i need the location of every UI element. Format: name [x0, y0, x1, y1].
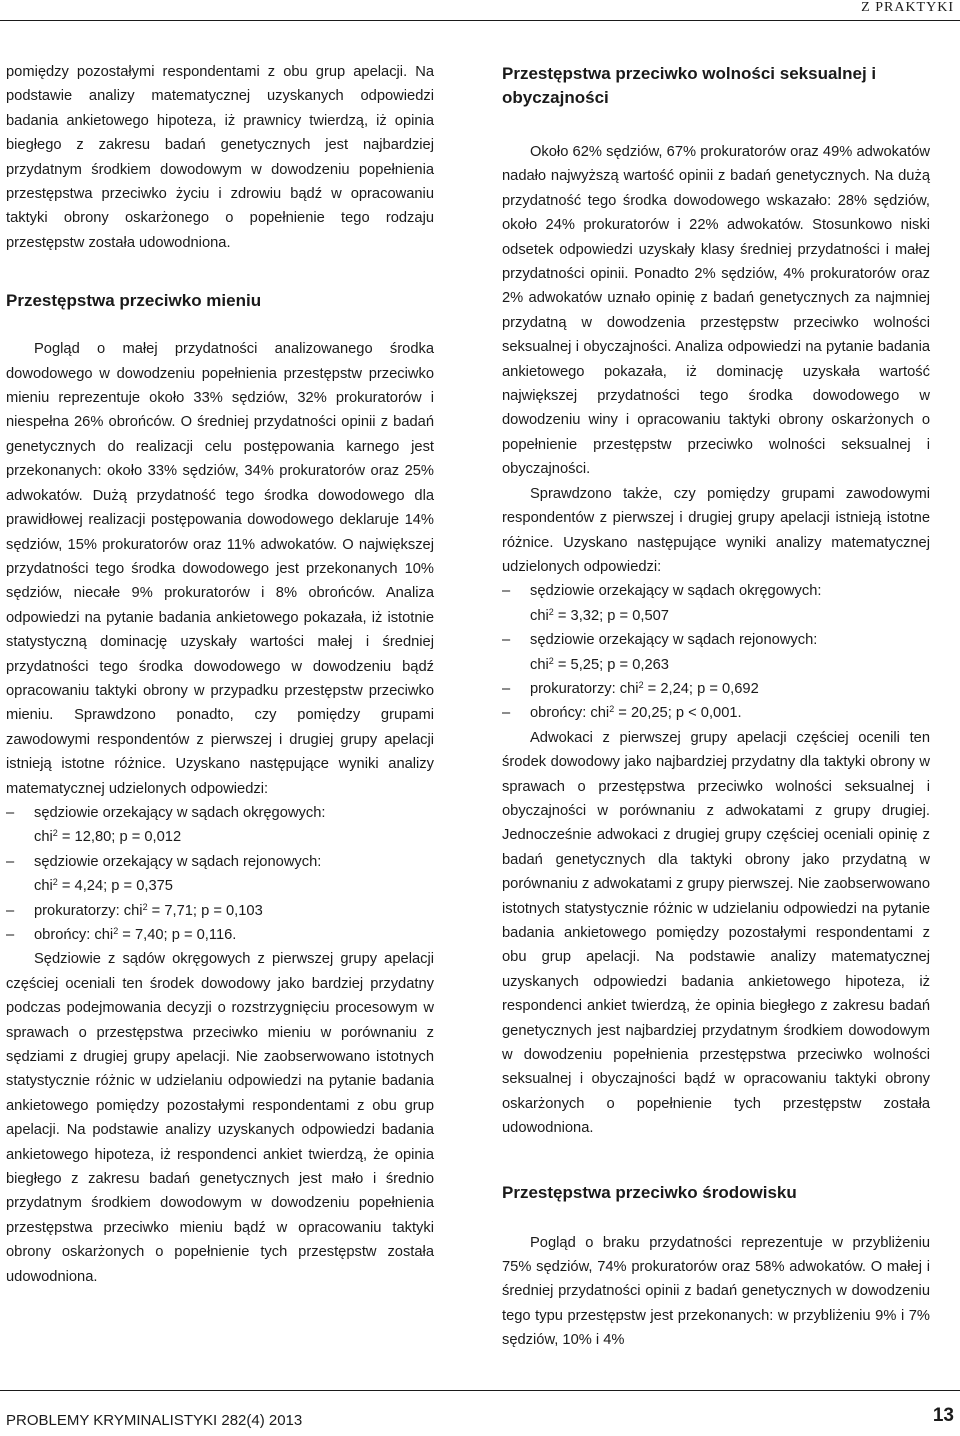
- left-paragraph-1: Pogląd o małej przydatności analizowanego środka dowodowego w dowodzeniu popełnienia przestępstw przeciwko mieniu reprezentuje około 33% sędziów, 32% prokuratorów i niespełna 26% obrońców. O średniej przydatności opinii z badań genetycznych do realizacji celu postępowania karnego jest przekonanych: około 33% sędziów, 34% prokuratorów oraz 25% adwokatów. Dużą przydatność tego środka dowodowego dla prawidłowej realizacji postępowania dowodowego deklaruje 14% sędziów, 15% prokuratorów oraz 11% adwokatów. O największej przydatności tego środka dowodowego jest przekonanych 10% sędziów, niecałe 9% prokuratorów i 8% obrońców. Analiza odpowiedzi na pytanie badania ankietowego pokazała, iż istotnie statystyczną dominację uzyskały wartości małej i średniej przydatności tego środka dowodowego w dowodzeniu bądź opracowaniu taktyki obrony w przypadku przestępstw przeciwko mieniu. Sprawdzono ponadto, czy pomiędzy grupami zawodowymi respondentów z pierwszej i drugiej grupy apelacji istnieją istotne różnice. Uzyskano następujące wyniki analizy matematycznej udzielonych odpowiedzi:: [6, 341, 434, 797]
- footer-rule: [0, 1390, 960, 1391]
- right-paragraph-4: Pogląd o braku przydatności reprezentuje w przybliżeniu 75% sędziów, 74% prokuratorów oraz 58% adwokatów. O małej i średniej przydatności opinii z badań genetycznych w dowodzeniu tego typu przestępstw jest przekonanych: w przybliżeniu 9% i 7% sędziów, 10% i 4%: [502, 1234, 930, 1349]
- list-item: – prokuratorzy: chi$^2$ = 7,71; p = 0,103: [6, 899, 434, 923]
- list-item: – prokuratorzy: chi$^2$ = 2,24; p = 0,692: [502, 677, 930, 701]
- right-paragraph-2: Sprawdzono także, czy pomiędzy grupami zawodowymi respondentów z pierwszej i drugiej grupy apelacji istnieją istotne różnice. Uzyskano następujące wyniki analizy matematycznej udzielonych odpowiedzi:: [502, 485, 930, 575]
- heading-environment-crimes: Przestępstwa przeciwko środowisku: [502, 1182, 797, 1202]
- list-item: – sędziowie orzekający w sądach rejonowych: chi$^2$ = 5,25; p = 0,263: [502, 628, 930, 677]
- heading-property-crimes: Przestępstwa przeciwko mieniu: [6, 291, 262, 311]
- header-rule: [0, 20, 960, 21]
- list-item: – obrońcy: chi$^2$ = 7,40; p = 0,116.: [6, 923, 434, 947]
- heading-sexual-freedom-crimes: Przestępstwa przeciwko wolności seksualnej i obyczajności: [502, 64, 877, 107]
- right-paragraph-3: Adwokaci z pierwszej grupy apelacji częściej ocenili ten środek dowodowy jako najbardziej przydatny dla taktyki obrony w sprawach o przestępstwa przeciwko wolności seksualnej i obyczajności w porównaniu z adwokatami z grupy drugiej. Jednocześnie adwokaci z drugiej grupy częściej oceniali opinię z badań genetycznych dla taktyki obrony jako przydatną w porównaniu z adwokatami z grupy pierwszej. Nie zaobserwowano istotnych statystycznie różnic w udzielaniu odpowiedzi na pytanie badania ankietowego pomiędzy pozostałymi respondentami z obu grup apelacji. Na podstawie analizy matematycznej uzyskanych odpowiedzi badania ankietowego hipoteza, iż respondenci ankiet twierdzą, że opinia biegłego z zakresu badań genetycznych jest najbardziej przydatnym środkiem dowodowym w dowodzeniu popełnienia przestępstwa przeciwko wolności seksualnej i obyczajności bądź w opracowaniu taktyki obrony oskarżonych o popełnienie tych przestępstw została udowodniona.: [502, 729, 930, 1137]
- list-item: – sędziowie orzekający w sądach rejonowych: chi$^2$ = 4,24; p = 0,375: [6, 850, 434, 899]
- left-intro-paragraph: pomiędzy pozostałymi respondentami z obu grup apelacji. Na podstawie analizy matematycznej uzyskanych odpowiedzi badania ankietowego hipoteza, iż prawnicy twierdzą, iż opinia biegłego z zakresu badań genetycznych jest najbardziej przydatnym środkiem dowodowym w dowodzeniu popełnienia przestępstwa przeciwko życiu i zdrowiu bądź w opracowaniu taktyki obrony oskarżonego o popełnienie tego rodzaju przestępstw została udowodniona.: [6, 64, 434, 251]
- left-paragraph-2: Sędziowie z sądów okręgowych z pierwszej grupy apelacji częściej oceniali ten środek dowodowy jako bardziej przydatny podczas podejmowania decyzji o rozstrzygnięciu procesowym w sprawach o przestępstwa przeciwko mieniu w porównaniu z sędziami z drugiej grupy apelacji. Nie zaobserwowano istotnych statystycznie różnic w udzielaniu odpowiedzi na pytanie badania ankietowego pomiędzy pozostałymi respondentami z obu grup apelacji. Na podstawie analizy uzyskanych odpowiedzi badania ankietowego hipoteza, iż respondenci ankiet twierdzą, że opinia biegłego z zakresu badań genetycznych jest mało i średnio przydatnym środkiem dowodowym w dowodzeniu popełnienia przestępstwa przeciwko mieniu bądź w opracowaniu taktyki obrony oskarżonych o popełnienie tych przestępstw została udowodniona.: [6, 951, 434, 1285]
- left-column: [6, 60, 434, 1289]
- list-item: – sędziowie orzekający w sądach okręgowych: chi$^2$ = 3,32; p = 0,507: [502, 579, 930, 628]
- journal-name: PROBLEMY KRYMINALISTYKI 282(4) 2013: [6, 1412, 303, 1429]
- left-stats-list: [6, 801, 434, 947]
- page-number: 13: [932, 1405, 954, 1426]
- right-paragraph-1: Około 62% sędziów, 67% prokuratorów oraz 49% adwokatów nadało najwyższą wartość opinii z badań genetycznych. Na dużą przydatność tego środka dowodowego wskazało: 28% sędziów, około 24% prokuratorów i 22% adwokatów. Stosunkowo niski odsetek odpowiedzi uzyskały klasy średniej przydatności i małej przydatności opinii. Ponadto 2% sędziów, 4% prokuratorów oraz 2% adwokatów uznało opinię z badań genetycznych za najmniej przydatną w dowodzenia przestępstw przeciwko wolności seksualnej i obyczajności. Analiza odpowiedzi na pytanie badania ankietowego pokazała, iż dominację uzyskała wartość największej przydatności tego środka dowodowego w dowodzeniu winy i opracowaniu taktyki obrony oskarżonych o popełnienie przestępstw przeciwko wolności seksualnej i obyczajności.: [502, 144, 930, 478]
- right-column: [502, 62, 930, 1353]
- right-stats-list: [502, 579, 930, 725]
- list-item: – obrońcy: chi$^2$ = 20,25; p < 0,001.: [502, 701, 930, 725]
- section-label: Z PRAKTYKI: [861, 0, 954, 15]
- list-item: – sędziowie orzekający w sądach okręgowych: chi$^2$ = 12,80; p = 0,012: [6, 801, 434, 850]
